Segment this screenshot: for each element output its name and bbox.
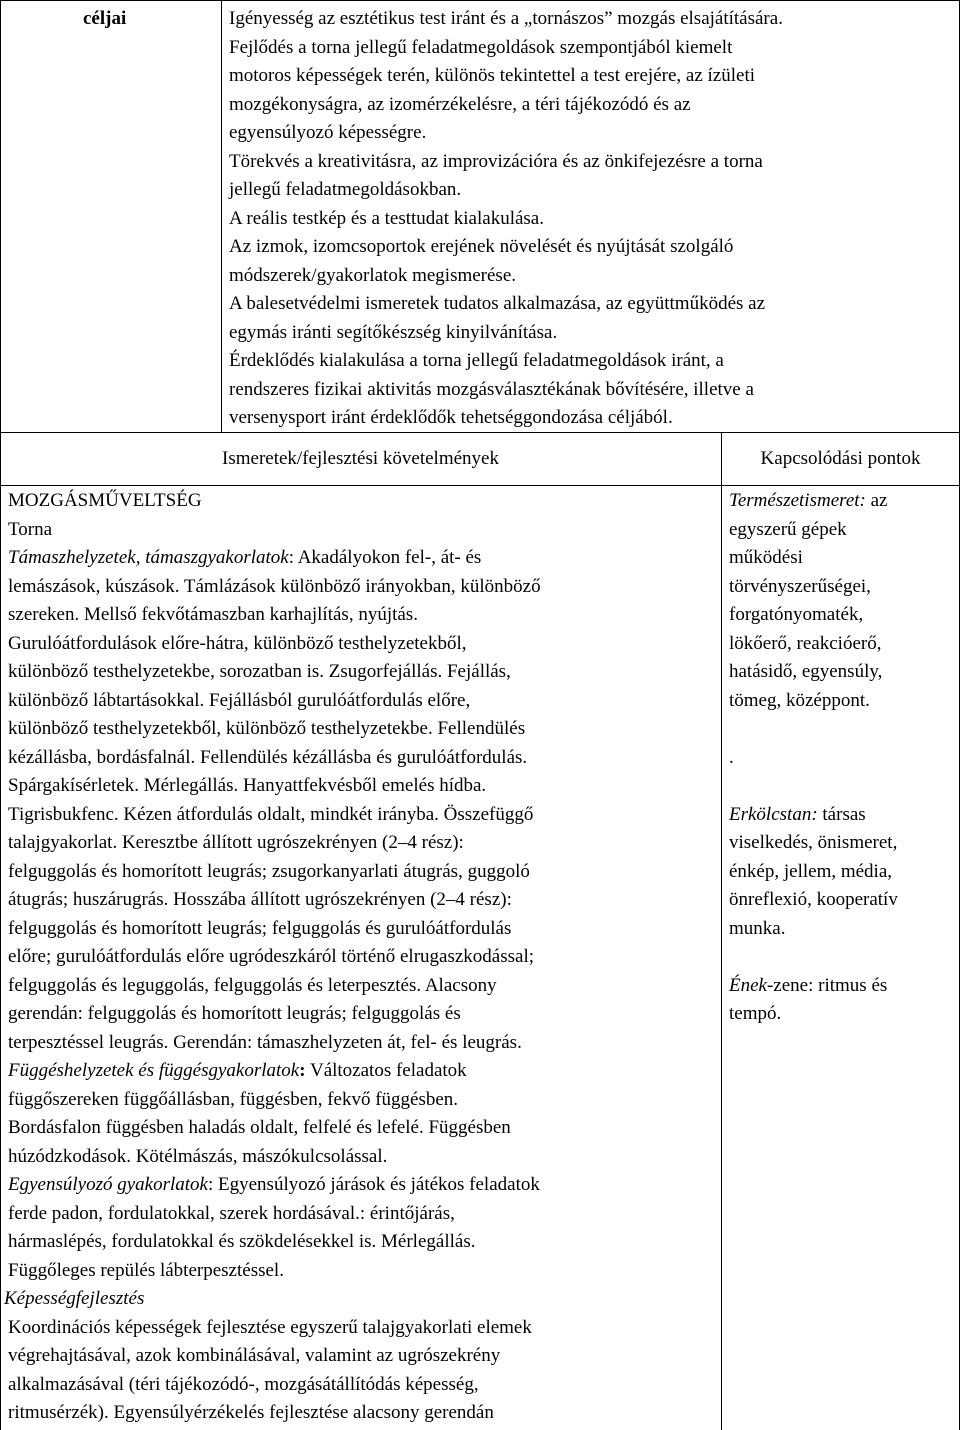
connection-line: énkép, jellem, média,: [729, 860, 893, 882]
content-line: felguggolás és homorított leugrás; felguggolás és gurulóátfordulás: [8, 917, 512, 939]
content-line: Gurulóátfordulások előre-hátra, különböző testhelyzetekből,: [8, 632, 467, 654]
content-line: ritmusérzék). Egyensúlyérzékelés fejlesztése alacsony gerendán: [8, 1402, 494, 1423]
content-line: alkalmazásával (téri tájékozódó-, mozgásátállítódás képesség,: [8, 1373, 479, 1395]
content-line: Spárgakísérletek. Mérlegállás. Hanyattfekvésből emelés hídba.: [8, 775, 487, 796]
content-line: kézállásba, bordásfalnál. Fellendülés kézállásba és gurulóátfordulás.: [8, 746, 528, 768]
top-column-divider: [221, 0, 222, 432]
content-line: gerendán: felguggolás és homorított leugrás; felguggolás és: [8, 1003, 461, 1024]
content-line: Támaszhelyzetek, támaszgyakorlatok: Akadályokon fel-, át- és: [8, 547, 482, 568]
content-line: ferde padon, fordulatokkal, szerek hordásával.: érintőjárás,: [8, 1202, 455, 1224]
connection-line: forgatónyomaték,: [729, 604, 864, 625]
objective-line: motoros képességek terén, különös tekintettel a test erejére, az ízületi: [229, 65, 755, 86]
connection-line: munka.: [729, 917, 786, 939]
objective-line: Igényesség az esztétikus test iránt és a „tornászos” mozgás elsajátítására.: [229, 8, 783, 29]
header-row-bottom-border: [0, 485, 960, 486]
objective-line: A balesetvédelmi ismeretek tudatos alkalmazása, az együttműködés az: [229, 293, 766, 314]
content-line: Bordásfalon függésben haladás oldalt, felfelé és lefelé. Függésben: [8, 1117, 511, 1138]
content-line: felguggolás és homorított leugrás; zsugorkanyarlati átugrás, guggoló: [8, 860, 530, 882]
content-line: lemászások, kúszások. Támlázások különböző irányokban, különböző: [8, 575, 541, 597]
content-line: szereken. Mellső fekvőtámaszban karhajlítás, nyújtás.: [8, 604, 418, 625]
content-line: függőszereken függőállásban, függésben, fekvő függésben.: [8, 1088, 459, 1110]
objective-line: A reális testkép és a testtudat kialakulása.: [229, 207, 544, 229]
content-line: Egyensúlyozó gyakorlatok: Egyensúlyozó járások és játékos feladatok: [8, 1174, 540, 1195]
connection-line: Természetismeret: az: [729, 490, 888, 511]
music-label: Ének: [729, 974, 767, 996]
section-heading: MOZGÁSMŰVELTSÉG: [8, 490, 202, 511]
content-line: húzódzkodások. Kötélmászás, mászókulcsolással.: [8, 1145, 388, 1167]
connection-line: lökőerő, reakcióerő,: [729, 632, 882, 654]
connection-line: tömeg, középpont.: [729, 689, 870, 711]
objective-line: rendszeres fizikai aktivitás mozgásválasztékának bővítésére, illetve a: [229, 378, 754, 400]
subsection-heading: Torna: [8, 518, 53, 540]
connection-line: egyszerű gépek: [729, 518, 847, 540]
balance-exercises-title: Egyensúlyozó gyakorlatok: [8, 1174, 208, 1195]
requirements-header: Ismeretek/fejlesztési követelmények: [222, 448, 499, 469]
natural-science-label: Természetismeret:: [729, 490, 866, 511]
objective-line: mozgékonyságra, az izomérzékelésre, a téri tájékozódó és az: [229, 93, 691, 115]
support-exercises-title: Támaszhelyzetek, támaszgyakorlatok: [8, 547, 289, 568]
skill-development-title: Képességfejlesztés: [4, 1288, 145, 1309]
content-line: talajgyakorlat. Keresztbe állított ugrószekrényen (2–4 rész):: [8, 832, 464, 853]
objectives-label: céljai: [83, 8, 127, 29]
content-line: végrehajtásával, azok kombinálásával, valamint az ugrószekrény: [8, 1345, 501, 1366]
content-line: előre; gurulóátfordulás előre ugródeszkáról történő elrugaszkodással;: [8, 946, 535, 967]
content-line: különböző lábtartásokkal. Fejállásból gurulóátfordulás előre,: [8, 689, 471, 711]
connection-line: tempó.: [729, 1003, 782, 1024]
content-line: hármaslépés, fordulatokkal és szökdelésekkel is. Mérlegállás.: [8, 1231, 476, 1252]
content-line: Függőleges repülés lábterpesztéssel.: [8, 1259, 284, 1281]
bottom-column-divider: [721, 432, 722, 1430]
objective-line: egyensúlyozó képességre.: [229, 122, 427, 143]
objective-line: Törekvés a kreativitásra, az improvizációra és az önkifejezésre a torna: [229, 150, 763, 172]
objective-line: módszerek/gyakorlatok megismerése.: [229, 264, 517, 286]
content-line: Tigrisbukfenc. Kézen átfordulás oldalt, mindkét irányba. Összefüggő: [8, 803, 534, 825]
connection-line: működési: [729, 547, 803, 568]
objective-line: versenysport iránt érdeklődők tehetséggondozása céljából.: [229, 407, 673, 428]
content-line: átugrás; huszárugrás. Hosszába állított ugrószekrényen (2–4 rész):: [8, 889, 512, 910]
table-top-border: [0, 0, 960, 1]
objective-line: Az izmok, izomcsoportok erejének növelését és nyújtását szolgáló: [229, 236, 734, 257]
content-line: különböző testhelyzetekbe, sorozatban is. Zsugorfejállás. Fejállás,: [8, 661, 511, 682]
objective-line: Fejlődés a torna jellegű feladatmegoldások szempontjából kiemelt: [229, 36, 733, 58]
content-line: [4, 1285, 144, 1314]
table-left-border: [0, 0, 1, 1430]
content-line: felguggolás és leguggolás, felguggolás és leterpesztés. Alacsony: [8, 974, 497, 996]
connections-header: Kapcsolódási pontok: [760, 448, 921, 469]
objective-line: egymás iránti segítőkészség kinyilvánítása.: [229, 321, 558, 343]
objective-line: Érdeklődés kialakulása a torna jellegű feladatmegoldások iránt, a: [229, 350, 724, 371]
hanging-exercises-title: Függéshelyzetek és függésgyakorlatok: [8, 1060, 300, 1081]
connection-line: hatásidő, egyensúly,: [729, 661, 883, 682]
connection-line: Erkölcstan: társas: [729, 803, 866, 825]
connection-line: törvényszerűségei,: [729, 575, 871, 597]
objective-line: jellegű feladatmegoldásokban.: [229, 179, 462, 200]
connection-line: .: [729, 746, 734, 768]
content-line: terpesztéssel leugrás. Gerendán: támaszhelyzeten át, fel- és leugrás.: [8, 1031, 522, 1053]
content-line: különböző testhelyzetekből, különböző testhelyzetekbe. Fellendülés: [8, 718, 526, 739]
connection-line: önreflexió, kooperatív: [729, 889, 898, 910]
ethics-label: Erkölcstan:: [729, 803, 818, 825]
connection-line: Ének-zene: ritmus és: [729, 974, 888, 996]
connection-line: viselkedés, önismeret,: [729, 832, 898, 853]
content-line: Koordinációs képességek fejlesztése egyszerű talajgyakorlati elemek: [8, 1316, 532, 1338]
content-line: Függéshelyzetek és függésgyakorlatok: Változatos feladatok: [8, 1060, 467, 1081]
